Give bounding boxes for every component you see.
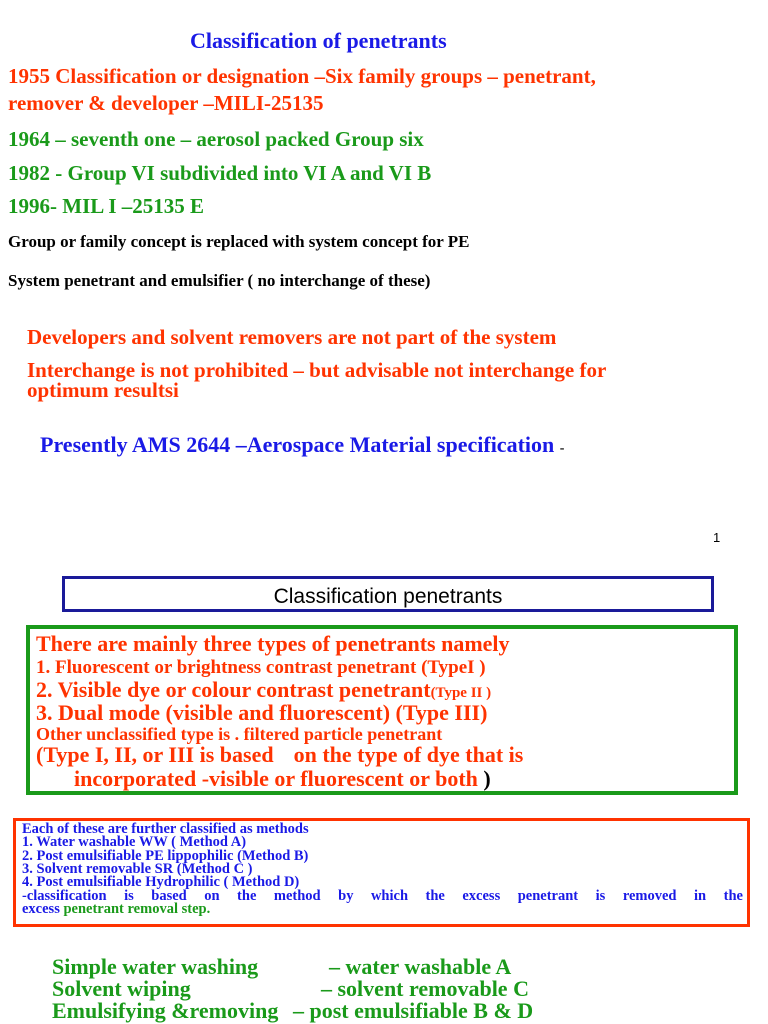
method-basis-word: is — [595, 888, 606, 904]
methods-box — [13, 818, 750, 927]
type-note-close: ) — [483, 766, 491, 791]
methods-intro: Each of these are further classified as methods — [22, 821, 309, 837]
type-other: Other unclassified type is . filtered particle penetrant — [36, 724, 443, 744]
system-concept-line: Group or family concept is replaced with system concept for PE — [8, 232, 470, 251]
summary-process: Simple water washing — [52, 954, 259, 979]
summary-result: – water washable A — [329, 954, 512, 979]
developers-note: Developers and solvent removers are not part of the system — [27, 325, 557, 349]
method-basis-word: method — [273, 888, 321, 904]
method-basis-word: which — [370, 888, 409, 904]
summary-row — [52, 998, 534, 1024]
page-number: 1 — [713, 530, 721, 545]
type-note-line1 — [36, 742, 523, 768]
history-1955-line1: 1955 Classification or designation –Six family groups – penetrant, — [8, 64, 596, 88]
method-item-2: 2. Post emulsifiable PE lippophilic (Method B) — [22, 848, 309, 864]
method-basis-word: on — [204, 888, 220, 904]
method-item-4: 4. Post emulsifiable Hydrophilic ( Method D) — [22, 874, 300, 890]
type-note-line2 — [74, 766, 491, 792]
summary-result: – post emulsifiable B & D — [293, 998, 534, 1023]
slide-title: Classification of penetrants — [190, 28, 447, 53]
type-item-1: 1. Fluorescent or brightness contrast penetrant (TypeI ) — [36, 657, 486, 678]
method-basis-word: by — [338, 888, 354, 904]
summary-process: Solvent wiping — [52, 976, 191, 1001]
method-basis-word: removed — [622, 888, 677, 904]
interchange-note-line2: optimum resultsi — [27, 378, 179, 402]
history-1996: 1996- MIL I –25135 E — [8, 194, 205, 218]
interchange-note-line1: Interchange is not prohibited – but advisable not interchange for — [27, 358, 607, 382]
method-item-1: 1. Water washable WW ( Method A) — [22, 834, 247, 850]
method-basis-word: the — [237, 888, 257, 904]
types-heading: There are mainly three types of penetrants namely — [36, 631, 510, 656]
penetrant-types-box — [26, 625, 738, 795]
type-item-2-suffix: (Type II ) — [430, 685, 492, 701]
method-basis-word: the — [425, 888, 445, 904]
ams-spec-dash: - — [559, 441, 565, 456]
ams-spec-text: Presently AMS 2644 –Aerospace Material specification — [40, 432, 555, 457]
method-basis-word: is — [124, 888, 134, 904]
type-item-2-text: 2. Visible dye or colour contrast penetrant — [36, 677, 431, 702]
method-basis-word: penetrant — [517, 888, 579, 904]
method-basis-word: in — [694, 888, 707, 904]
method-basis-line2 — [22, 902, 210, 917]
type-item-3: 3. Dual mode (visible and fluorescent) (Type III) — [36, 700, 488, 725]
ams-spec-line — [40, 432, 564, 458]
classification-title: Classification penetrants — [273, 585, 503, 608]
type-note-part-c: incorporated -visible or fluorescent or both — [74, 766, 478, 791]
system-definition-line: System penetrant and emulsifier ( no interchange of these) — [8, 271, 431, 290]
method-basis-word: -classification — [22, 888, 107, 904]
summary-process: Emulsifying &removing — [52, 998, 279, 1023]
summary-result: – solvent removable C — [321, 976, 529, 1001]
classification-title-box — [62, 576, 714, 612]
method-basis-removal: penetrant removal step. — [63, 901, 211, 917]
method-basis-word: based — [151, 888, 187, 904]
method-basis-word: excess — [462, 888, 501, 904]
type-note-part-b: on the type of dye that is — [293, 742, 524, 767]
history-1964: 1964 – seventh one – aerosol packed Group six — [8, 127, 424, 151]
history-1982: 1982 - Group VI subdivided into VI A and VI B — [8, 161, 432, 185]
type-note-part-a: (Type I, II, or III is based — [36, 742, 274, 767]
method-basis-excess: excess — [22, 901, 60, 917]
method-item-3: 3. Solvent removable SR (Method C ) — [22, 861, 253, 877]
history-1955-line2: remover & developer –MILI-25135 — [8, 91, 324, 115]
method-basis-word: the — [723, 888, 743, 904]
